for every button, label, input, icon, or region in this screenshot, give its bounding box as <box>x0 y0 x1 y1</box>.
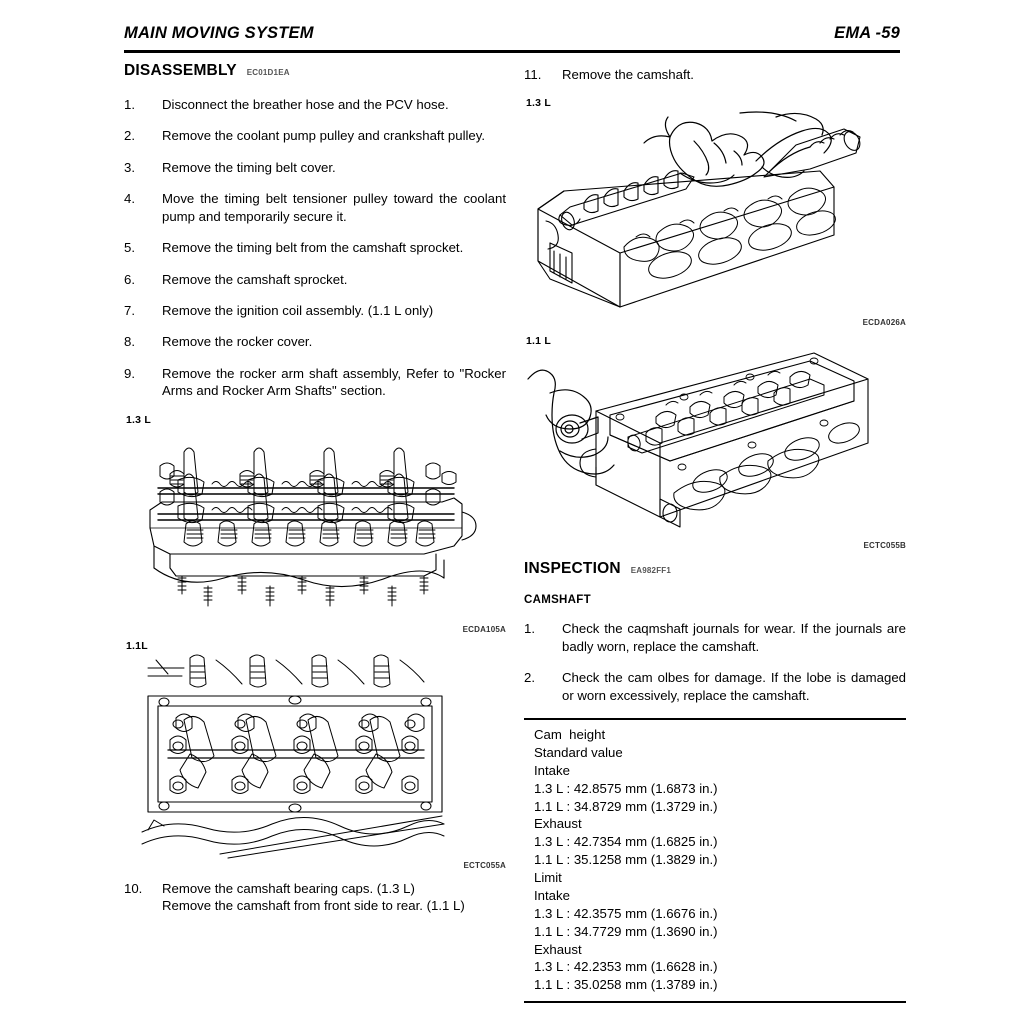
step-text-line-1: Remove the camshaft bearing caps. (1.3 L) <box>162 880 415 896</box>
page-header <box>124 24 900 50</box>
spec-line: 1.1 L : 35.0258 mm (1.3789 in.) <box>534 977 718 993</box>
figure-label: 1.3 L <box>526 97 551 110</box>
camshaft-subheading: CAMSHAFT <box>524 594 591 607</box>
page-number-ref: EMA -59 <box>834 24 900 42</box>
list-item <box>124 159 506 176</box>
step-number: 3. <box>124 159 135 175</box>
list-item <box>124 239 506 256</box>
inspection-steps <box>524 620 906 704</box>
cam-height-spec-box <box>524 718 906 1003</box>
step-text: Remove the coolant pump pulley and crankshaft pulley. <box>162 128 486 144</box>
disassembly-step-11 <box>524 66 906 83</box>
spec-line: 1.1 L : 35.1258 mm (1.3829 in.) <box>534 852 718 868</box>
inspection-title: INSPECTION <box>524 560 621 578</box>
step-number: 9. <box>124 365 135 381</box>
figure-camshaft-removal-11l <box>524 335 906 550</box>
list-item <box>124 365 506 400</box>
spec-line: Exhaust <box>534 816 582 832</box>
disassembly-heading <box>124 62 506 80</box>
spec-line: Cam height <box>534 727 606 743</box>
step-number: 10. <box>124 880 143 896</box>
step-text: Remove the timing belt from the camshaft sprocket. <box>162 240 464 256</box>
step-number: 11. <box>524 67 542 82</box>
right-column <box>524 62 906 1003</box>
step-text: Remove the rocker cover. <box>162 334 313 350</box>
cylinder-head-11l-hand-illustration <box>524 349 906 539</box>
figure-code: ECTC055B <box>863 541 906 551</box>
figure-label: 1.1 L <box>526 335 551 348</box>
spec-line: Intake <box>534 762 570 778</box>
figure-code: ECTC055A <box>463 860 506 870</box>
step-number: 2. <box>124 128 135 144</box>
camshaft-removal-13l-illustration <box>524 111 906 316</box>
step-text-line-2: Remove the camshaft from front side to rear. (1.1 L) <box>162 898 465 914</box>
spec-line: Standard value <box>534 744 623 760</box>
step-text: Check the caqmshaft journals for wear. If the journals are badly worn, replace the camshaft. <box>562 621 906 654</box>
left-column <box>124 62 506 928</box>
list-item <box>124 302 506 319</box>
list-item <box>524 669 906 704</box>
figure-camshaft-removal-13l <box>524 97 906 327</box>
step-text: Remove the camshaft sprocket. <box>162 271 348 287</box>
step-number: 7. <box>124 302 135 318</box>
disassembly-step-10 <box>124 880 506 915</box>
list-item <box>124 880 506 915</box>
page-title: MAIN MOVING SYSTEM <box>124 24 314 42</box>
cylinder-head-13l-illustration <box>124 428 506 623</box>
figure-code: ECDA105A <box>462 624 506 634</box>
step-text: Disconnect the breather hose and the PCV hose. <box>162 97 449 112</box>
step-text: Remove the timing belt cover. <box>162 159 336 175</box>
step-number: 4. <box>124 191 135 207</box>
spec-line: 1.3 L : 42.2353 mm (1.6628 in.) <box>534 959 718 975</box>
step-text: Check the cam olbes for damage. If the lobe is damaged or worn excessively, replace the camshaft. <box>562 670 906 703</box>
step-number: 2. <box>524 670 535 686</box>
step-text: Remove the camshaft. <box>562 67 694 82</box>
inspection-code: EA982FF1 <box>630 566 672 576</box>
disassembly-title: DISASSEMBLY <box>124 62 237 79</box>
spec-line: 1.3 L : 42.8575 mm (1.6873 in.) <box>534 780 718 796</box>
step-number: 1. <box>124 97 135 112</box>
header-divider <box>124 50 900 53</box>
list-item <box>124 127 506 144</box>
figure-label: 1.1L <box>126 639 148 652</box>
spec-line: 1.3 L : 42.3575 mm (1.6676 in.) <box>534 905 718 921</box>
list-item <box>124 96 506 113</box>
figure-code: ECDA026A <box>862 318 906 328</box>
figure-cylinder-head-11l <box>124 640 506 870</box>
spec-line: Limit <box>534 870 562 886</box>
list-item <box>524 66 906 83</box>
list-item <box>124 190 506 225</box>
spec-line: 1.1 L : 34.7729 mm (1.3690 in.) <box>534 923 718 939</box>
step-text: Remove the rocker arm shaft assembly, Refer to "Rocker Arms and Rocker Arm Shafts" section. <box>162 365 506 399</box>
cylinder-head-11l-illustration <box>124 654 506 859</box>
disassembly-code: EC01D1EA <box>246 68 290 77</box>
step-text: Remove the ignition coil assembly. (1.1 L only) <box>162 302 434 318</box>
list-item <box>524 620 906 655</box>
figure-label: 1.3 L <box>126 413 151 426</box>
inspection-heading <box>524 560 906 578</box>
spec-line: Exhaust <box>534 941 582 957</box>
list-item <box>124 333 506 350</box>
figure-rocker-shaft-13l <box>124 414 506 634</box>
spec-line: 1.3 L : 42.7354 mm (1.6825 in.) <box>534 834 718 850</box>
list-item <box>124 271 506 288</box>
step-number: 6. <box>124 271 135 287</box>
step-number: 8. <box>124 334 135 350</box>
spec-line: Intake <box>534 887 570 903</box>
step-number: 5. <box>124 240 135 256</box>
spacer <box>524 550 906 560</box>
disassembly-steps <box>124 96 506 400</box>
step-text: Move the timing belt tensioner pulley toward the coolant pump and temporarily secure it. <box>162 191 506 224</box>
step-number: 1. <box>524 621 535 637</box>
spec-line: 1.1 L : 34.8729 mm (1.3729 in.) <box>534 798 718 814</box>
